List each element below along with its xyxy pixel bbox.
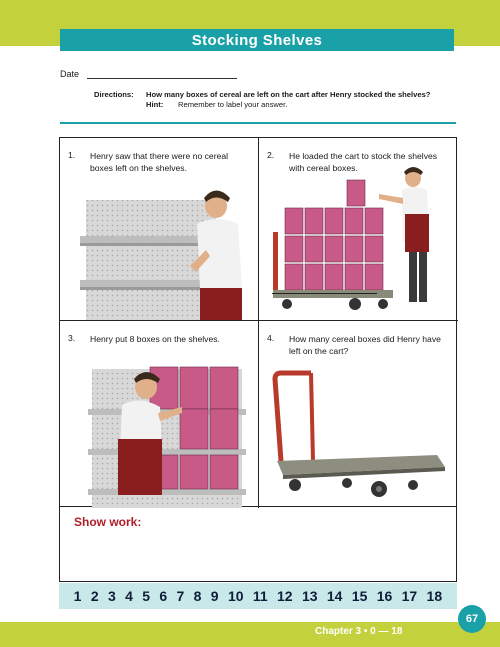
- date-field[interactable]: [87, 70, 237, 79]
- panel-4-text: How many cereal boxes did Henry have left on the cart?: [289, 334, 441, 356]
- number-line-item: 10: [227, 588, 244, 604]
- stocked-shelf-illustration: [60, 321, 258, 508]
- number-line-item: 18: [426, 588, 443, 604]
- number-line-item: 11: [252, 588, 268, 604]
- show-work-label: Show work:: [74, 515, 142, 529]
- hint-label: Hint:: [146, 99, 164, 109]
- show-work-area[interactable]: [59, 507, 457, 582]
- number-line-item: 14: [326, 588, 343, 604]
- bottom-banner: [0, 622, 500, 647]
- date-row: [60, 69, 237, 79]
- panel-1: [60, 138, 258, 320]
- number-line-item: 3: [107, 588, 116, 604]
- hint-text: Remember to label your answer.: [178, 99, 288, 109]
- page-number: 67: [465, 613, 479, 625]
- number-line-item: 1: [73, 588, 82, 604]
- page-title: Stocking Shelves: [191, 31, 323, 49]
- number-line-item: 16: [376, 588, 393, 604]
- number-line-item: 9: [210, 588, 219, 604]
- date-label: Date: [60, 69, 80, 79]
- directions-block: [94, 90, 434, 109]
- title-band: [60, 29, 454, 51]
- header-divider: [60, 122, 456, 124]
- panel-1-text: Henry saw that there were no cereal boxes left on the shelves.: [90, 151, 229, 173]
- story-panel-grid: [59, 137, 457, 507]
- empty-shelf-illustration: [60, 138, 258, 320]
- panel-1-number: 1.: [68, 150, 76, 160]
- number-line: [59, 583, 457, 609]
- panel-4-number: 4.: [267, 333, 275, 343]
- empty-cart-illustration: [259, 321, 458, 508]
- answer-blank[interactable]: [272, 293, 377, 294]
- number-line-item: 6: [159, 588, 168, 604]
- directions-label: Directions:: [94, 90, 134, 99]
- number-line-item: 4: [125, 588, 133, 604]
- number-line-item: 5: [142, 588, 151, 604]
- panel-3-number: 3.: [68, 333, 76, 343]
- number-line-item: 13: [301, 588, 318, 604]
- number-line-item: 8: [193, 588, 202, 604]
- panel-4: [259, 321, 458, 508]
- panel-3: [60, 321, 258, 508]
- number-line-item: 7: [176, 588, 185, 604]
- number-line-item: 17: [401, 588, 418, 604]
- number-line-item: 15: [351, 588, 368, 604]
- panel-3-text: Henry put 8 boxes on the shelves.: [90, 334, 220, 344]
- page-number-badge: [458, 605, 486, 633]
- chapter-footer: Chapter 3 • 0 — 18: [315, 626, 403, 637]
- panel-2-number: 2.: [267, 150, 275, 160]
- directions-text: How many boxes of cereal are left on the cart after Henry stocked the shelves?: [146, 90, 431, 99]
- number-line-item: 2: [90, 588, 99, 604]
- number-line-item: 12: [277, 588, 293, 604]
- panel-2-text: He loaded the cart to stock the shelves with cereal boxes.: [289, 151, 438, 173]
